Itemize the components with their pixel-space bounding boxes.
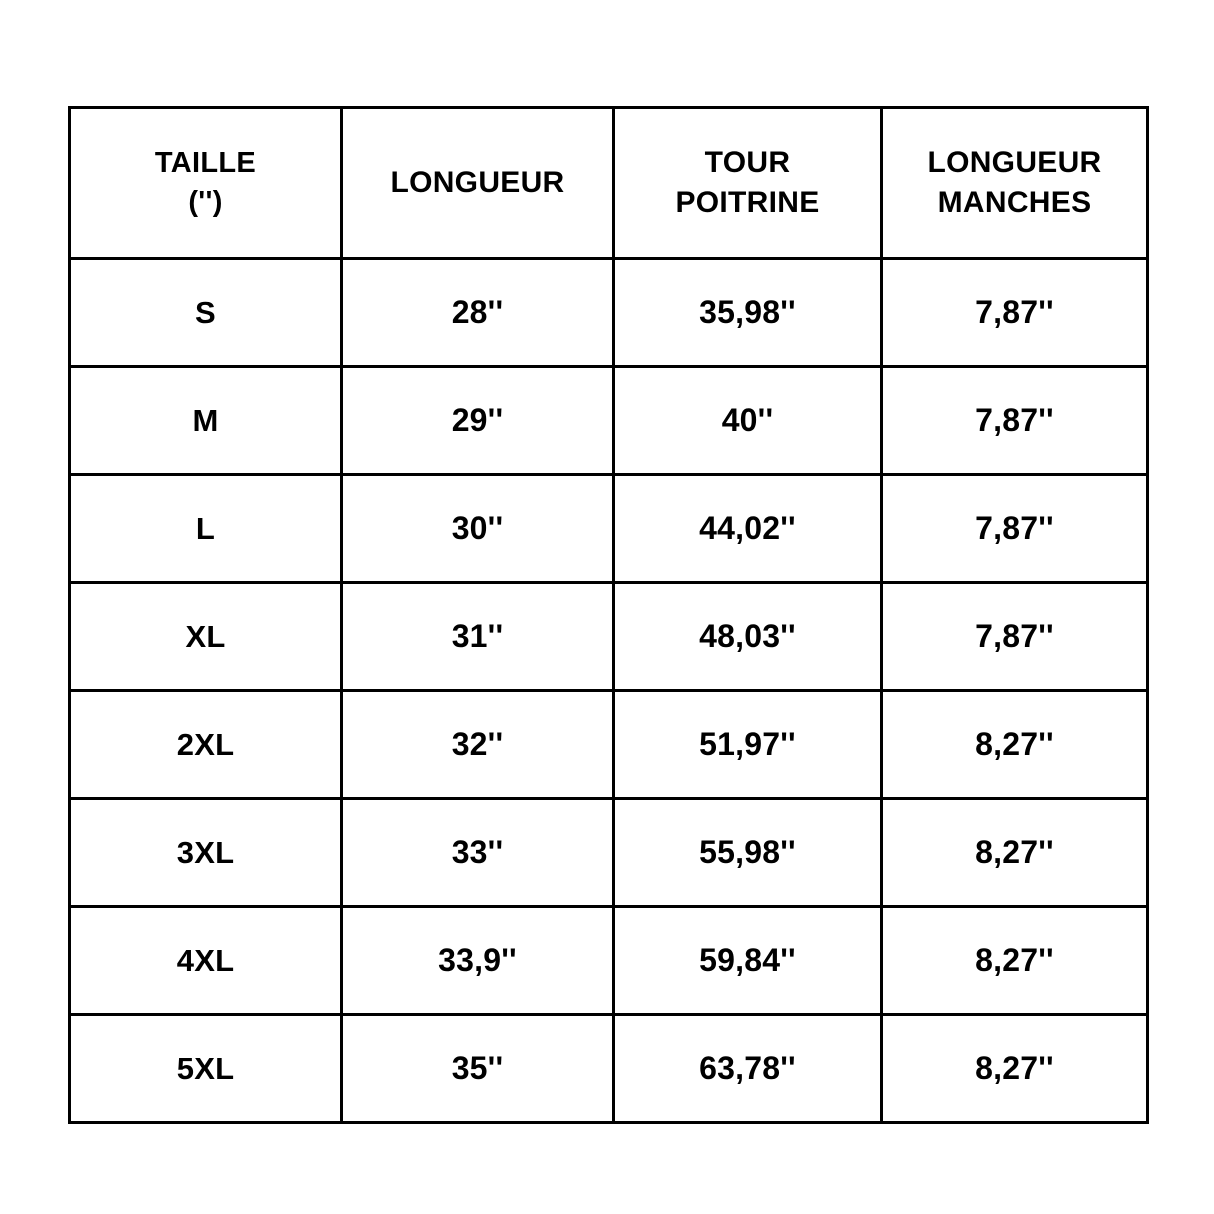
table-body [70,259,1148,1123]
cell-tour-poitrine: 63,78'' [614,1015,882,1123]
table-row [70,259,1148,367]
cell-tour-poitrine: 51,97'' [614,691,882,799]
cell-longueur: 30'' [342,475,614,583]
table-row [70,799,1148,907]
table-row [70,475,1148,583]
cell-tour-poitrine: 48,03'' [614,583,882,691]
column-header-longueur-line1: LONGUEUR [390,165,565,199]
cell-longueur-manches: 8,27'' [882,907,1148,1015]
cell-tour-poitrine: 44,02'' [614,475,882,583]
cell-taille: 2XL [70,691,342,799]
column-header-tour-poitrine-line2: POITRINE [675,186,820,219]
cell-tour-poitrine: 35,98'' [614,259,882,367]
cell-longueur: 31'' [342,583,614,691]
table-row [70,691,1148,799]
size-chart-container [68,106,1146,1124]
cell-taille: M [70,367,342,475]
cell-longueur-manches: 8,27'' [882,1015,1148,1123]
column-header-taille-line1: TAILLE [154,146,257,179]
size-chart-table [68,106,1149,1124]
table-row [70,907,1148,1015]
column-header-tour-poitrine-line1: TOUR [704,145,791,179]
column-header-longueur-manches [882,108,1148,259]
cell-tour-poitrine: 55,98'' [614,799,882,907]
cell-longueur-manches: 7,87'' [882,583,1148,691]
column-header-longueur-manches-line1: LONGUEUR [927,145,1102,179]
cell-taille: S [70,259,342,367]
cell-longueur-manches: 7,87'' [882,367,1148,475]
cell-longueur: 33,9'' [342,907,614,1015]
cell-taille: XL [70,583,342,691]
cell-longueur: 35'' [342,1015,614,1123]
table-row [70,367,1148,475]
cell-tour-poitrine: 59,84'' [614,907,882,1015]
column-header-longueur-manches-line2: MANCHES [937,186,1092,219]
cell-taille: 3XL [70,799,342,907]
table-header-row [70,108,1148,259]
cell-longueur-manches: 8,27'' [882,799,1148,907]
cell-longueur-manches: 7,87'' [882,475,1148,583]
cell-taille: L [70,475,342,583]
cell-tour-poitrine: 40'' [614,367,882,475]
column-header-taille-line2: ('') [188,186,223,218]
cell-taille: 5XL [70,1015,342,1123]
column-header-tour-poitrine [614,108,882,259]
table-header [70,108,1148,259]
table-row [70,583,1148,691]
cell-taille: 4XL [70,907,342,1015]
cell-longueur: 29'' [342,367,614,475]
cell-longueur-manches: 8,27'' [882,691,1148,799]
cell-longueur: 28'' [342,259,614,367]
column-header-longueur [342,108,614,259]
cell-longueur-manches: 7,87'' [882,259,1148,367]
column-header-taille [70,108,342,259]
cell-longueur: 33'' [342,799,614,907]
cell-longueur: 32'' [342,691,614,799]
table-row [70,1015,1148,1123]
